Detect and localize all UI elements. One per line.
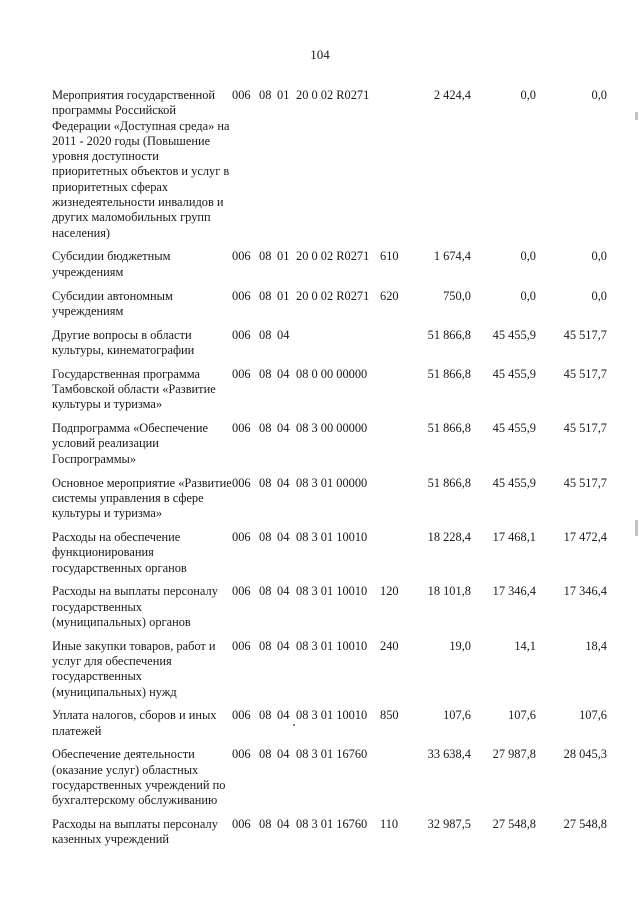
amount-year-1: 2 424,4 — [433, 88, 471, 102]
page-number: 104 — [310, 47, 330, 62]
subsection-code: 04 — [277, 366, 290, 381]
expense-type-code: 240 — [380, 638, 399, 653]
section-code: 08 — [259, 638, 272, 653]
row-name: Обеспечение деятельности (оказание услуг) областных государственных учреждений по бухгалтерскому обслуживанию — [52, 747, 226, 808]
amount-year-3: 17 472,4 — [563, 529, 607, 544]
table-row — [0, 88, 640, 241]
target-article-code: 08 3 01 00000 — [296, 475, 368, 490]
expense-type-code: 620 — [380, 288, 399, 303]
amount-year-2: 17 468,1 — [492, 529, 536, 544]
amount-year-1: 33 638,4 — [427, 747, 471, 762]
amount-year-3: 17 346,4 — [563, 584, 607, 599]
section-code: 08 — [259, 747, 272, 762]
amount-year-2: 27 987,8 — [492, 747, 536, 762]
amount-year-3: 45 517,7 — [563, 475, 607, 490]
subsection-code: 04 — [277, 708, 290, 723]
amount-year-2: 14,1 — [514, 638, 536, 653]
dept-code: 006 — [232, 288, 251, 303]
row-name: Расходы на выплаты персоналу казенных учреждений — [52, 817, 218, 847]
amount-year-3: 107,6 — [579, 708, 607, 723]
amount-year-3: 45 517,7 — [563, 421, 607, 436]
amount-year-1: 32 987,5 — [427, 817, 471, 832]
target-article-code: 08 3 01 16760 — [296, 817, 368, 832]
subsection-code: 01 — [277, 88, 290, 102]
dept-code: 006 — [232, 529, 251, 544]
row-name: Подпрограмма «Обеспечение условий реализации Госпрограммы» — [52, 421, 208, 466]
dept-code: 006 — [232, 88, 251, 102]
amount-year-3: 45 517,7 — [563, 366, 607, 381]
section-code: 08 — [259, 421, 272, 436]
table-row — [0, 708, 640, 739]
row-name: Расходы на выплаты персоналу государственных (муниципальных) органов — [52, 584, 218, 629]
row-name: Мероприятия государственной программы Российской Федерации «Доступная среда» на 2011 - 2020 годы (Повышение уровня доступности приоритетных объектов и услуг в приоритетных сферах жизнедеятельности инвалидов и других маломобильных групп населения) — [52, 88, 230, 240]
amount-year-2: 17 346,4 — [492, 584, 536, 599]
amount-year-2: 107,6 — [508, 708, 536, 723]
target-article-code: 08 3 00 00000 — [296, 421, 368, 436]
row-name: Иные закупки товаров, работ и услуг для обеспечения государственных (муниципальных) нужд — [52, 638, 216, 699]
row-name: Субсидии бюджетным учреждениям — [52, 249, 171, 279]
amount-year-2: 45 455,9 — [492, 366, 536, 381]
dept-code: 006 — [232, 366, 251, 381]
amount-year-3: 0,0 — [591, 88, 607, 102]
target-article-code: 20 0 02 R0271 — [296, 288, 370, 303]
expense-type-code: 850 — [380, 708, 399, 723]
amount-year-2: 45 455,9 — [492, 421, 536, 436]
amount-year-2: 0,0 — [520, 88, 536, 102]
amount-year-2: 45 455,9 — [492, 327, 536, 342]
row-name: Уплата налогов, сборов и иных платежей — [52, 708, 217, 738]
row-name: Государственная программа Тамбовской области «Развитие культуры и туризма» — [52, 366, 216, 412]
amount-year-3: 28 045,3 — [563, 747, 607, 762]
scan-speck — [293, 724, 295, 726]
amount-year-1: 51 866,8 — [427, 366, 471, 381]
row-name: Другие вопросы в области культуры, кинематографии — [52, 327, 195, 357]
subsection-code: 04 — [277, 529, 290, 544]
dept-code: 006 — [232, 249, 251, 264]
dept-code: 006 — [232, 817, 251, 832]
amount-year-2: 27 548,8 — [492, 817, 536, 832]
target-article-code: 08 3 01 10010 — [296, 529, 368, 544]
amount-year-1: 107,6 — [443, 708, 471, 723]
target-article-code: 08 3 01 10010 — [296, 708, 368, 723]
budget-table — [0, 88, 640, 856]
amount-year-1: 51 866,8 — [427, 421, 471, 436]
subsection-code: 04 — [277, 327, 290, 342]
amount-year-3: 27 548,8 — [563, 817, 607, 832]
subsection-code: 04 — [277, 638, 290, 653]
table-row — [0, 421, 640, 467]
amount-year-3: 18,4 — [585, 638, 607, 653]
amount-year-1: 18 101,8 — [427, 584, 471, 599]
subsection-code: 01 — [277, 288, 290, 303]
row-name: Субсидии автономным учреждениям — [52, 288, 173, 318]
amount-year-1: 750,0 — [443, 288, 471, 303]
table-row — [0, 639, 640, 700]
target-article-code: 08 0 00 00000 — [296, 366, 368, 381]
subsection-code: 04 — [277, 421, 290, 436]
table-row — [0, 584, 640, 630]
amount-year-1: 19,0 — [449, 638, 471, 653]
amount-year-1: 51 866,8 — [427, 475, 471, 490]
table-row — [0, 817, 640, 848]
row-name: Расходы на обеспечение функционирования государственных органов — [52, 529, 187, 575]
target-article-code: 08 3 01 10010 — [296, 584, 368, 599]
section-code: 08 — [259, 475, 272, 490]
table-row — [0, 289, 640, 320]
amount-year-2: 0,0 — [520, 288, 536, 303]
dept-code: 006 — [232, 708, 251, 723]
dept-code: 006 — [232, 421, 251, 436]
target-article-code: 20 0 02 R0271 — [296, 88, 370, 102]
expense-type-code: 610 — [380, 249, 399, 264]
dept-code: 006 — [232, 584, 251, 599]
subsection-code: 01 — [277, 249, 290, 264]
subsection-code: 04 — [277, 475, 290, 490]
amount-year-2: 45 455,9 — [492, 475, 536, 490]
amount-year-1: 51 866,8 — [427, 327, 471, 342]
dept-code: 006 — [232, 638, 251, 653]
row-name: Основное мероприятие «Развитие системы управления в сфере культуры и туризма» — [52, 475, 232, 521]
section-code: 08 — [259, 708, 272, 723]
amount-year-2: 0,0 — [520, 249, 536, 264]
subsection-code: 04 — [277, 584, 290, 599]
target-article-code: 20 0 02 R0271 — [296, 249, 370, 264]
expense-type-code: 120 — [380, 584, 399, 599]
expense-type-code: 110 — [380, 817, 399, 832]
section-code: 08 — [259, 249, 272, 264]
dept-code: 006 — [232, 747, 251, 762]
section-code: 08 — [259, 288, 272, 303]
section-code: 08 — [259, 327, 272, 342]
section-code: 08 — [259, 817, 272, 832]
dept-code: 006 — [232, 475, 251, 490]
amount-year-3: 0,0 — [591, 288, 607, 303]
dept-code: 006 — [232, 327, 251, 342]
scan-edge-mark — [635, 112, 638, 120]
target-article-code: 08 3 01 10010 — [296, 638, 368, 653]
section-code: 08 — [259, 529, 272, 544]
table-row — [0, 747, 640, 808]
amount-year-3: 0,0 — [591, 249, 607, 264]
section-code: 08 — [259, 88, 272, 102]
subsection-code: 04 — [277, 817, 290, 832]
scan-edge-mark — [635, 528, 638, 536]
table-row — [0, 530, 640, 576]
amount-year-1: 1 674,4 — [433, 249, 471, 264]
section-code: 08 — [259, 366, 272, 381]
table-row — [0, 249, 640, 280]
table-row — [0, 476, 640, 522]
table-row — [0, 328, 640, 359]
section-code: 08 — [259, 584, 272, 599]
amount-year-3: 45 517,7 — [563, 327, 607, 342]
amount-year-1: 18 228,4 — [427, 529, 471, 544]
table-row — [0, 367, 640, 413]
subsection-code: 04 — [277, 747, 290, 762]
target-article-code: 08 3 01 16760 — [296, 747, 368, 762]
scan-edge-mark — [635, 520, 638, 528]
